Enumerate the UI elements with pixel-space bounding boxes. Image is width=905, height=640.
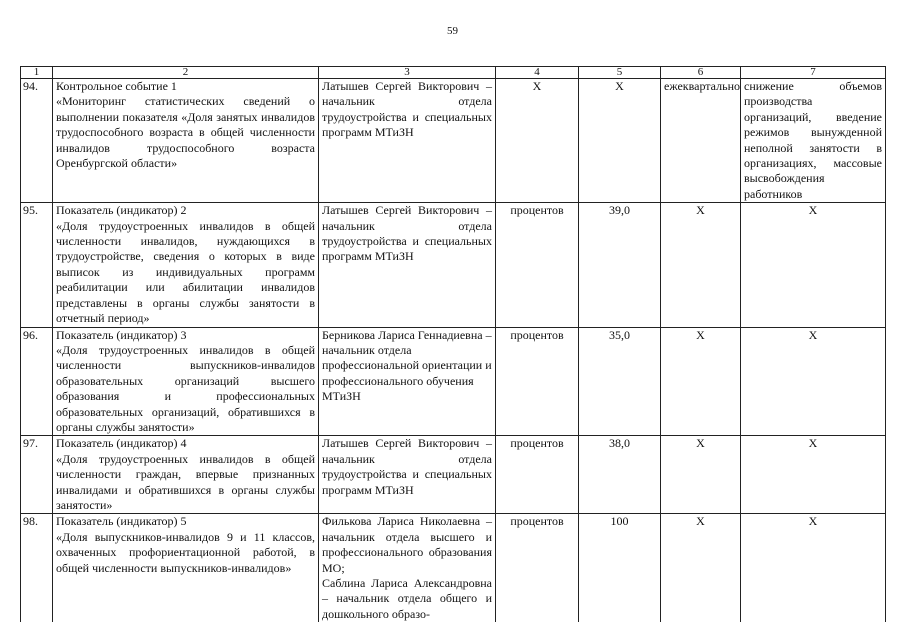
row-value: 39,0 (579, 203, 661, 327)
description-title: Показатель (индикатор) 2 (56, 203, 187, 218)
row-unit: процентов (496, 514, 579, 622)
description-body: «Мониторинг статистических сведений о выполнении показателя «Доля занятых инвалидов трудоспособного возраста в общей численности инвалидов трудоспособного возраста Оренбургской области» (56, 94, 315, 171)
row-unit: процентов (496, 436, 579, 514)
row-period: X (661, 436, 741, 514)
column-header: 3 (319, 67, 496, 79)
row-description (53, 79, 319, 203)
responsible-person: Филькова Лариса Николаевна – начальник отдела высшего и профессионального образования МО; (322, 514, 492, 575)
row-period: X (661, 203, 741, 327)
row-number: 95. (21, 203, 53, 327)
row-period: ежеквартально (661, 79, 741, 203)
row-unit: процентов (496, 327, 579, 436)
table-row (21, 514, 886, 622)
row-description (53, 514, 319, 622)
row-number: 94. (21, 79, 53, 203)
row-responsible (319, 436, 496, 514)
row-responsible (319, 514, 496, 622)
table-row (21, 203, 886, 327)
row-number: 96. (21, 327, 53, 436)
responsible-person: Латышев Сергей Викторович – начальник отдела трудоустройства и специальных программ МТиЗН (322, 79, 492, 140)
row-responsible (319, 79, 496, 203)
row-description (53, 436, 319, 514)
row-period: X (661, 327, 741, 436)
row-number: 98. (21, 514, 53, 622)
row-note: X (741, 327, 886, 436)
responsible-person: Берникова Лариса Геннадиевна – начальник отдела профессиональной ориентации и профессионального обучения МТиЗН (322, 327, 492, 404)
row-note: X (741, 514, 886, 622)
row-note: X (741, 436, 886, 514)
description-body: «Доля трудоустроенных инвалидов в общей численности выпускников-инвалидов образовательных организаций высшего образования и профессиональных образовательных организаций, обратившихся в органы службы занятости» (56, 342, 315, 434)
table-row (21, 436, 886, 514)
row-value: 38,0 (579, 436, 661, 514)
table-row (21, 327, 886, 436)
table-row (21, 79, 886, 203)
row-value: 35,0 (579, 327, 661, 436)
row-note: снижение объемов производства организаций, введение режимов вынужденной неполной занятости в организациях, массовые высвобождения работников (741, 79, 886, 203)
row-value: 100 (579, 514, 661, 622)
row-value: X (579, 79, 661, 203)
row-note: X (741, 203, 886, 327)
description-title: Показатель (индикатор) 3 (56, 327, 187, 342)
header-row (21, 67, 886, 79)
description-title: Показатель (индикатор) 4 (56, 436, 187, 451)
row-responsible (319, 203, 496, 327)
page-number: 59 (447, 25, 458, 37)
row-period: X (661, 514, 741, 622)
column-header: 2 (53, 67, 319, 79)
responsible-person: Саблина Лариса Александровна – начальник отдела общего и дошкольного образо- (322, 576, 492, 621)
row-unit: процентов (496, 203, 579, 327)
indicator-table (20, 66, 886, 622)
row-number: 97. (21, 436, 53, 514)
row-description (53, 327, 319, 436)
description-body: «Доля выпускников-инвалидов 9 и 11 классов, охваченных профориентационной работой, в общей численности выпускников-инвалидов» (56, 529, 315, 575)
column-header: 1 (21, 67, 53, 79)
responsible-person: Латышев Сергей Викторович – начальник отдела трудоустройства и специальных программ МТиЗН (322, 203, 492, 264)
description-title: Контрольное событие 1 (56, 79, 177, 93)
description-body: «Доля трудоустроенных инвалидов в общей численности инвалидов, нуждающихся в трудоустройстве, сведения о которых в виде выписок из индивидуальных программ реабилитации или абилитации инвалидов представлены в органы службы занятости в отчетный период» (56, 218, 315, 326)
column-header: 5 (579, 67, 661, 79)
description-title: Показатель (индикатор) 5 (56, 514, 187, 529)
column-header: 4 (496, 67, 579, 79)
row-description (53, 203, 319, 327)
description-body: «Доля трудоустроенных инвалидов в общей численности граждан, впервые признанных инвалидами и обратившихся в органы службы занятости» (56, 451, 315, 512)
responsible-person: Латышев Сергей Викторович – начальник отдела трудоустройства и специальных программ МТиЗН (322, 436, 492, 497)
row-responsible (319, 327, 496, 436)
column-header: 6 (661, 67, 741, 79)
row-unit: X (496, 79, 579, 203)
column-header: 7 (741, 67, 886, 79)
